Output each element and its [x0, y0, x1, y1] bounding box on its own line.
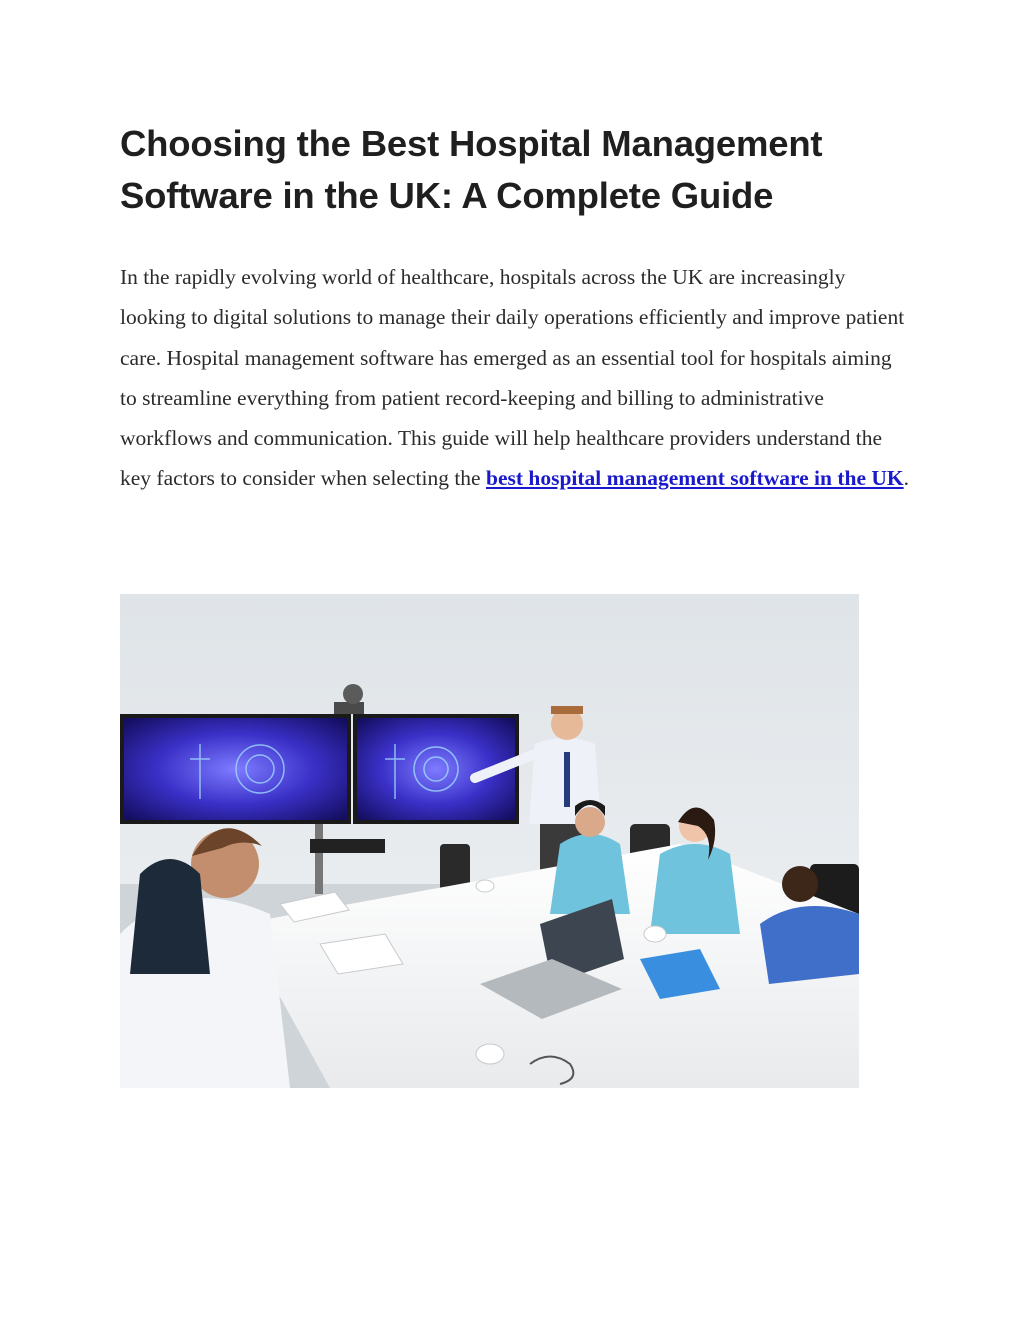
hospital-software-link[interactable]: best hospital management software in the UK — [485, 466, 904, 491]
intro-text-end: . — [903, 466, 910, 491]
intro-text: In the rapidly evolving world of healthcare, hospitals across the UK are increasingly looking to digital solutions to manage their daily operations efficiently and improve patient care. Hospital management software has emerged as an essential tool for hospitals aiming to streamline everything from patient record-keeping and billing to administrative workflows and communication. This guide will help healthcare providers understand the key factors to consider when selecting the — [120, 265, 905, 491]
intro-paragraph — [120, 257, 910, 499]
article-title: Choosing the Best Hospital Management Software in the UK: A Complete Guide — [120, 123, 823, 216]
meeting-photo — [120, 594, 859, 1088]
